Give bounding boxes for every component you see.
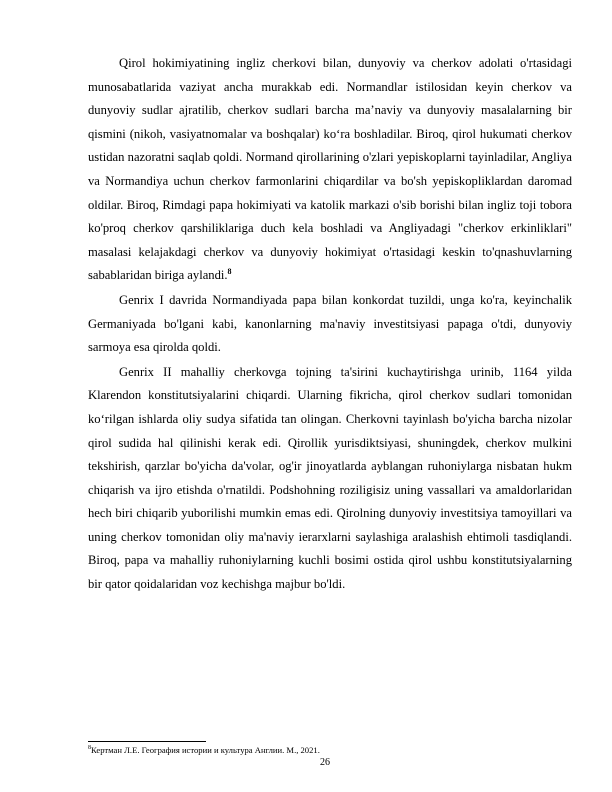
footnote-separator: [88, 741, 206, 742]
paragraph-3: Genrix II mahalliy cherkovga tojning ta'sirini kuchaytirishga urinib, 1164 yilda Klarendon konstitutsiyalarini chiqardi. Ularning fikricha, qirol cherkov sudlari tomonidan koʻrilgan ishlarda oliy sudya sifatida tan olingan. Cherkovni tayinlash bo'yicha barcha nizolar qirol sudida hal qilinishi kerak edi. Qirollik yurisdiktsiyasi, shuningdek, cherkov mulkini tekshirish, qarzlar bo'yicha da'volar, og'ir jinoyatlarda ayblangan ruhoniylarga nisbatan hukm chiqarish va ijro etishda o'rnatildi. Podshohning roziligisiz uning vassallari va amaldorlaridan hech biri chiqarib yuborilishi mumkin emas edi. Qirolning dunyoviy investitsiya tamoyillari va uning cherkov tomonidan oliy ma'naviy ierarxlarni saylashiga aralashish ehtimoli tasdiqlandi. Biroq, papa va mahalliy ruhoniylarning kuchli bosimi ostida qirol ushbu konstitutsiyalarning bir qator qoidalaridan voz kechishga majbur bo'ldi.: [88, 364, 572, 592]
page-number: 26: [320, 757, 330, 768]
document-body: [88, 52, 572, 598]
footnote-text: Кертман Л.Е. География истории и культура Англии. М., 2021.: [91, 744, 320, 755]
footnote-reference[interactable]: 8: [227, 267, 232, 277]
paragraph-2: Genrix I davrida Normandiyada papa bilan konkordat tuzildi, unga ko'ra, keyinchalik Germaniyada bo'lgani kabi, kanonlarning ma'naviy investitsiyasi papaga o'tdi, dunyoviy sarmoya esa qirolda qoldi.: [88, 292, 572, 355]
footnote-number: 8: [88, 745, 91, 751]
paragraph-1-text: Qirol hokimiyatining ingliz cherkovi bilan, dunyoviy va cherkov adolati o'rtasidagi munosabatlarida vaziyat ancha murakkab edi. Normandlar istilosidan keyin cherkov va dunyoviy sudlar ajratilib, cherkov sudlari barcha maʼnaviy va dunyoviy masalalarning bir qismini (nikoh, vasiyatnomalar va boshqalar) koʻra boshladilar. Biroq, qirol hukumati cherkov ustidan nazoratni saqlab qoldi. Normand qirollarining o'zlari yepiskoplarni tayinladilar, Angliya va Normandiya uchun cherkov farmonlarini chiqardilar va bo'sh yepiskopliklardan daromad oldilar. Biroq, Rimdagi papa hokimiyati va katolik markazi o'sib borishi bilan ingliz toji tobora ko'proq cherkov qarshiliklariga duch kela boshladi va Angliyadagi "cherkov erkinliklari" masalasi kelajakdagi cherkov va dunyoviy hokimiyat o'rtasidagi keskin to'qnashuvlarning sabablaridan biriga aylandi.: [88, 56, 572, 283]
paragraph-1: [88, 52, 572, 288]
footnote: [88, 743, 572, 756]
